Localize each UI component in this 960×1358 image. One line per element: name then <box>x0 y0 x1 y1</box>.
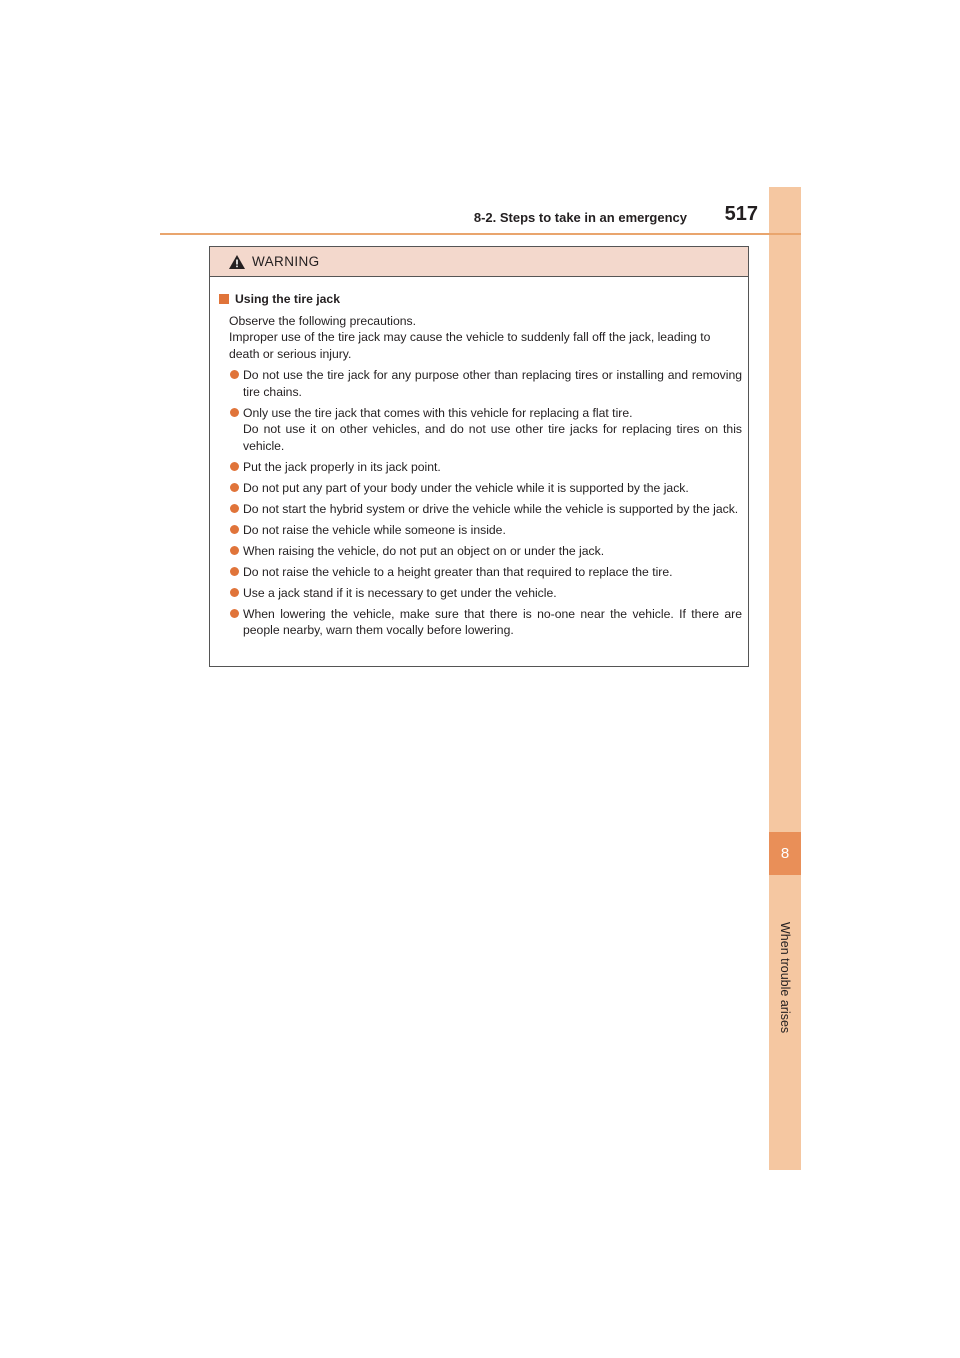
square-bullet-icon <box>219 294 229 304</box>
list-item-text: Use a jack stand if it is necessary to get under the vehicle. <box>243 585 557 600</box>
warning-triangle-icon <box>228 254 246 270</box>
list-item-continuation: Do not use it on other vehicles, and do not use other tire jacks for replacing tires on this vehicle. <box>243 422 742 453</box>
list-item-text: When lowering the vehicle, make sure that there is no-one near the vehicle. If there are people nearby, warn them vocally before lowering. <box>243 606 742 637</box>
list-item <box>219 501 742 518</box>
warning-header <box>210 247 748 277</box>
list-item <box>219 459 742 476</box>
bullet-dot-icon <box>230 609 239 618</box>
list-item <box>219 405 742 455</box>
bullet-dot-icon <box>230 588 239 597</box>
intro-line: Observe the following precautions. <box>229 313 416 328</box>
warning-topic <box>219 291 742 308</box>
page-number: 517 <box>724 203 758 225</box>
list-item-text: Do not raise the vehicle to a height greater than that required to replace the tire. <box>243 564 673 579</box>
bullet-dot-icon <box>230 462 239 471</box>
list-item-text: Do not raise the vehicle while someone is inside. <box>243 522 506 537</box>
list-item <box>219 543 742 560</box>
list-item <box>219 606 742 639</box>
header-divider <box>160 233 801 235</box>
list-item-text: When raising the vehicle, do not put an object on or under the jack. <box>243 543 605 558</box>
bullet-dot-icon <box>230 525 239 534</box>
bullet-dot-icon <box>230 504 239 513</box>
list-item-text: Only use the tire jack that comes with this vehicle for replacing a flat tire. <box>243 405 633 420</box>
section-title: 8-2. Steps to take in an emergency <box>473 210 687 225</box>
warning-body <box>210 277 748 639</box>
bullet-dot-icon <box>230 567 239 576</box>
list-item <box>219 367 742 400</box>
bullet-dot-icon <box>230 483 239 492</box>
warning-intro <box>219 313 742 363</box>
warning-label: WARNING <box>252 254 320 269</box>
list-item-text: Do not use the tire jack for any purpose other than replacing tires or installing and removing tire chains. <box>243 368 742 399</box>
bullet-dot-icon <box>230 408 239 417</box>
list-item <box>219 522 742 539</box>
list-item-text: Do not put any part of your body under the vehicle while it is supported by the jack. <box>243 480 689 495</box>
precaution-list <box>219 367 742 639</box>
chapter-number-box <box>769 832 801 875</box>
chapter-number: 8 <box>780 845 790 862</box>
list-item-text: Put the jack properly in its jack point. <box>243 459 441 474</box>
bullet-dot-icon <box>230 370 239 379</box>
chapter-name: When trouble arises <box>778 922 792 1034</box>
bullet-dot-icon <box>230 546 239 555</box>
list-item <box>219 564 742 581</box>
list-item <box>219 585 742 602</box>
list-item-text: Do not start the hybrid system or drive the vehicle while the vehicle is supported by the jack. <box>243 501 739 516</box>
warning-box <box>209 246 749 667</box>
intro-line: Improper use of the tire jack may cause the vehicle to suddenly fall off the jack, leading to death or serious injury. <box>229 330 711 361</box>
topic-title: Using the tire jack <box>235 292 340 306</box>
side-chapter-tab <box>769 187 801 1170</box>
list-item <box>219 480 742 497</box>
